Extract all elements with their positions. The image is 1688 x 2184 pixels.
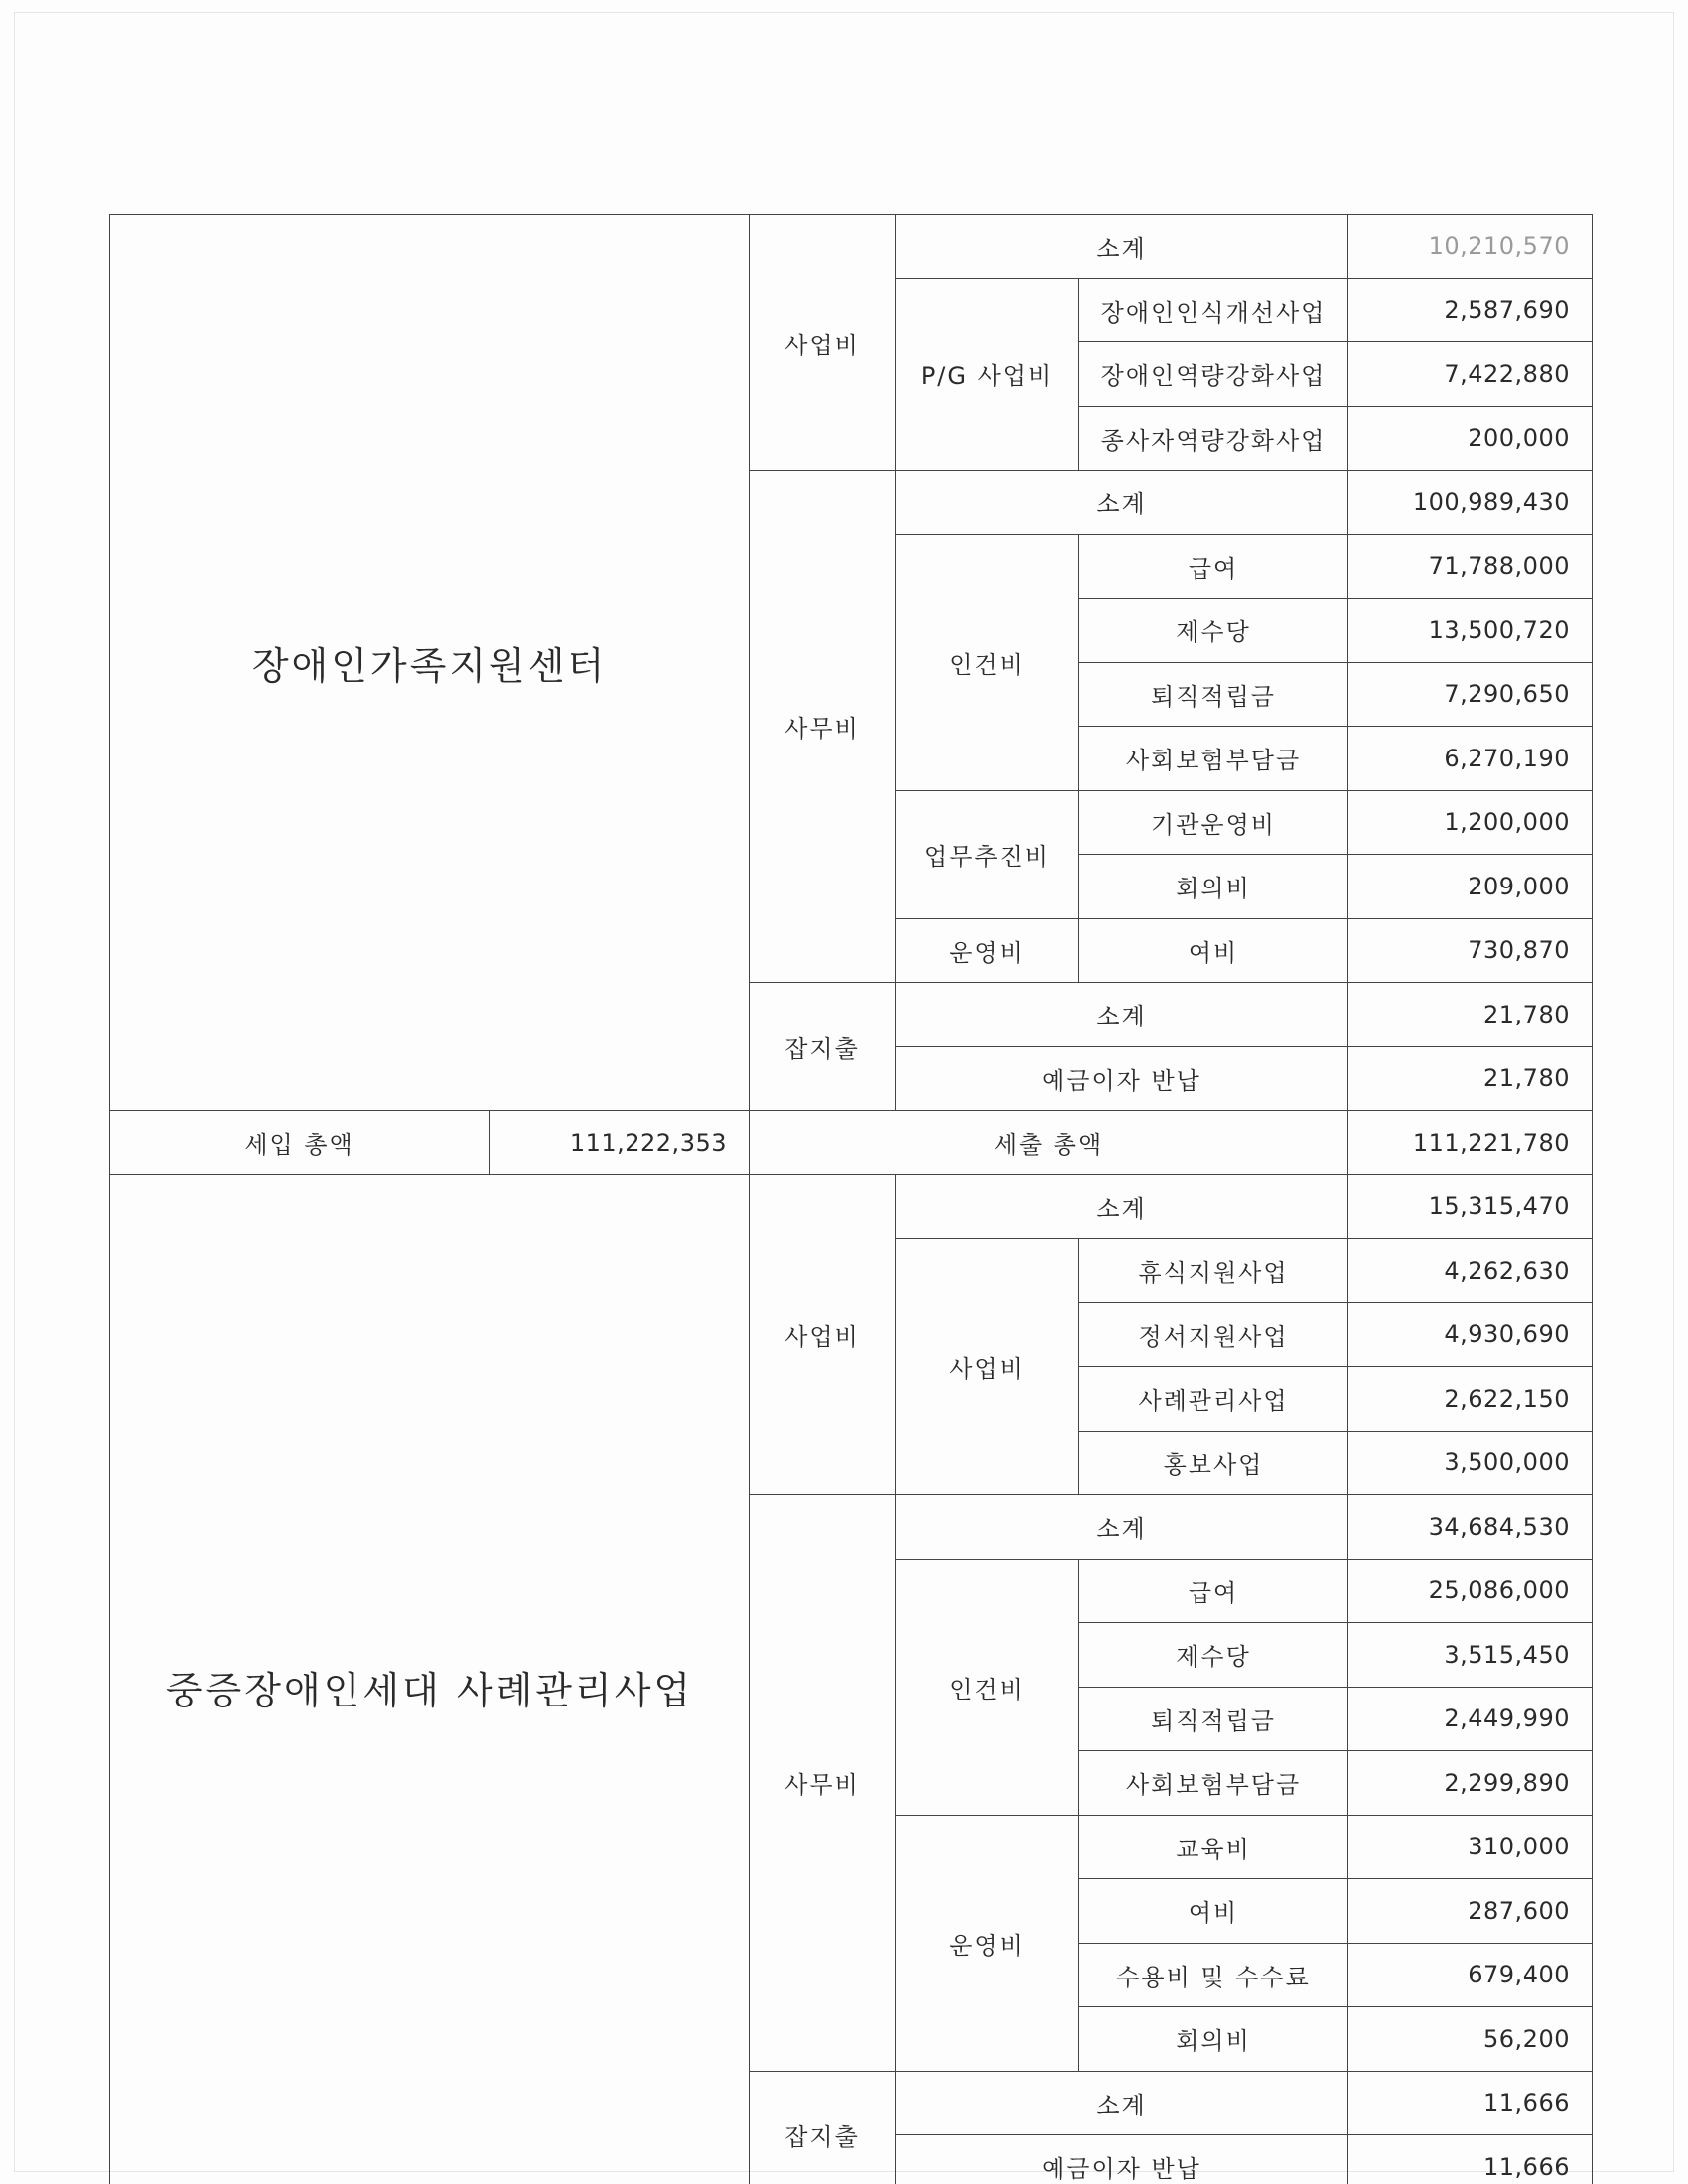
section-title-cell: 장애인가족지원센터 — [109, 214, 750, 1111]
amount-cell: 34,684,530 — [1348, 1495, 1593, 1560]
subtotal-label: 소계 — [896, 214, 1348, 279]
amount-cell: 71,788,000 — [1348, 535, 1593, 600]
amount-cell: 25,086,000 — [1348, 1560, 1593, 1624]
subcategory-cell: 운영비 — [896, 1816, 1079, 2072]
amount-cell: 7,290,650 — [1348, 663, 1593, 728]
amount-cell: 21,780 — [1348, 983, 1593, 1047]
item-label: 퇴직적립금 — [1079, 663, 1348, 728]
amount-cell: 4,262,630 — [1348, 1239, 1593, 1303]
amount-cell: 7,422,880 — [1348, 342, 1593, 407]
amount-cell: 11,666 — [1348, 2072, 1593, 2136]
amount-cell: 200,000 — [1348, 407, 1593, 472]
expense-total-label: 세출 총액 — [750, 1111, 1348, 1175]
item-label: 사회보험부담금 — [1079, 727, 1348, 791]
item-label: 급여 — [1079, 535, 1348, 600]
amount-cell: 21,780 — [1348, 1047, 1593, 1112]
amount-cell: 730,870 — [1348, 919, 1593, 984]
amount-cell: 56,200 — [1348, 2007, 1593, 2072]
item-label: 회의비 — [1079, 855, 1348, 919]
amount-cell: 679,400 — [1348, 1944, 1593, 2008]
section-title-cell: 중증장애인세대 사례관리사업 — [109, 1175, 750, 2184]
item-label: 수용비 및 수수료 — [1079, 1944, 1348, 2008]
category-cell: 사업비 — [750, 1175, 896, 1496]
subtotal-label: 소계 — [896, 983, 1348, 1047]
item-label: 정서지원사업 — [1079, 1303, 1348, 1368]
income-total-value: 111,222,353 — [490, 1111, 750, 1175]
item-label: 장애인인식개선사업 — [1079, 279, 1348, 343]
item-label: 휴식지원사업 — [1079, 1239, 1348, 1303]
item-label: 기관운영비 — [1079, 791, 1348, 856]
item-label: 종사자역량강화사업 — [1079, 407, 1348, 472]
item-label: 사례관리사업 — [1079, 1367, 1348, 1432]
amount-cell: 3,515,450 — [1348, 1623, 1593, 1688]
category-cell: 사무비 — [750, 471, 896, 983]
amount-cell: 287,600 — [1348, 1879, 1593, 1944]
expense-total-value: 111,221,780 — [1348, 1111, 1593, 1175]
amount-cell: 209,000 — [1348, 855, 1593, 919]
amount-cell: 6,270,190 — [1348, 727, 1593, 791]
item-label: 회의비 — [1079, 2007, 1348, 2072]
subcategory-cell: P/G 사업비 — [896, 279, 1079, 472]
amount-cell: 1,200,000 — [1348, 791, 1593, 856]
item-label: 급여 — [1079, 1560, 1348, 1624]
item-label: 여비 — [1079, 919, 1348, 984]
subtotal-label: 소계 — [896, 471, 1348, 535]
amount-cell: 13,500,720 — [1348, 599, 1593, 663]
amount-cell: 15,315,470 — [1348, 1175, 1593, 1240]
category-cell: 잡지출 — [750, 983, 896, 1111]
item-label: 예금이자 반납 — [896, 2135, 1348, 2184]
item-label: 여비 — [1079, 1879, 1348, 1944]
income-total-label: 세입 총액 — [109, 1111, 490, 1175]
amount-cell: 310,000 — [1348, 1816, 1593, 1880]
subcategory-cell: 사업비 — [896, 1239, 1079, 1495]
category-cell: 사무비 — [750, 1495, 896, 2072]
item-label: 제수당 — [1079, 599, 1348, 663]
amount-cell: 2,449,990 — [1348, 1688, 1593, 1752]
category-cell: 사업비 — [750, 214, 896, 471]
item-label: 사회보험부담금 — [1079, 1751, 1348, 1816]
amount-cell: 2,622,150 — [1348, 1367, 1593, 1432]
item-label: 장애인역량강화사업 — [1079, 342, 1348, 407]
subtotal-label: 소계 — [896, 2072, 1348, 2136]
amount-cell: 2,587,690 — [1348, 279, 1593, 343]
category-cell: 잡지출 — [750, 2072, 896, 2184]
amount-cell: 100,989,430 — [1348, 471, 1593, 535]
amount-cell: 2,299,890 — [1348, 1751, 1593, 1816]
subcategory-cell: 인건비 — [896, 535, 1079, 791]
amount-cell: 3,500,000 — [1348, 1432, 1593, 1496]
subcategory-cell: 운영비 — [896, 919, 1079, 984]
item-label: 퇴직적립금 — [1079, 1688, 1348, 1752]
amount-cell: 4,930,690 — [1348, 1303, 1593, 1368]
item-label: 제수당 — [1079, 1623, 1348, 1688]
amount-cell: 10,210,570 — [1348, 214, 1593, 279]
item-label: 예금이자 반납 — [896, 1047, 1348, 1112]
item-label: 홍보사업 — [1079, 1432, 1348, 1496]
item-label: 교육비 — [1079, 1816, 1348, 1880]
amount-cell: 11,666 — [1348, 2135, 1593, 2184]
subcategory-cell: 인건비 — [896, 1560, 1079, 1816]
subcategory-cell: 업무추진비 — [896, 791, 1079, 919]
subtotal-label: 소계 — [896, 1175, 1348, 1240]
subtotal-label: 소계 — [896, 1495, 1348, 1560]
budget-table — [109, 214, 1609, 2184]
